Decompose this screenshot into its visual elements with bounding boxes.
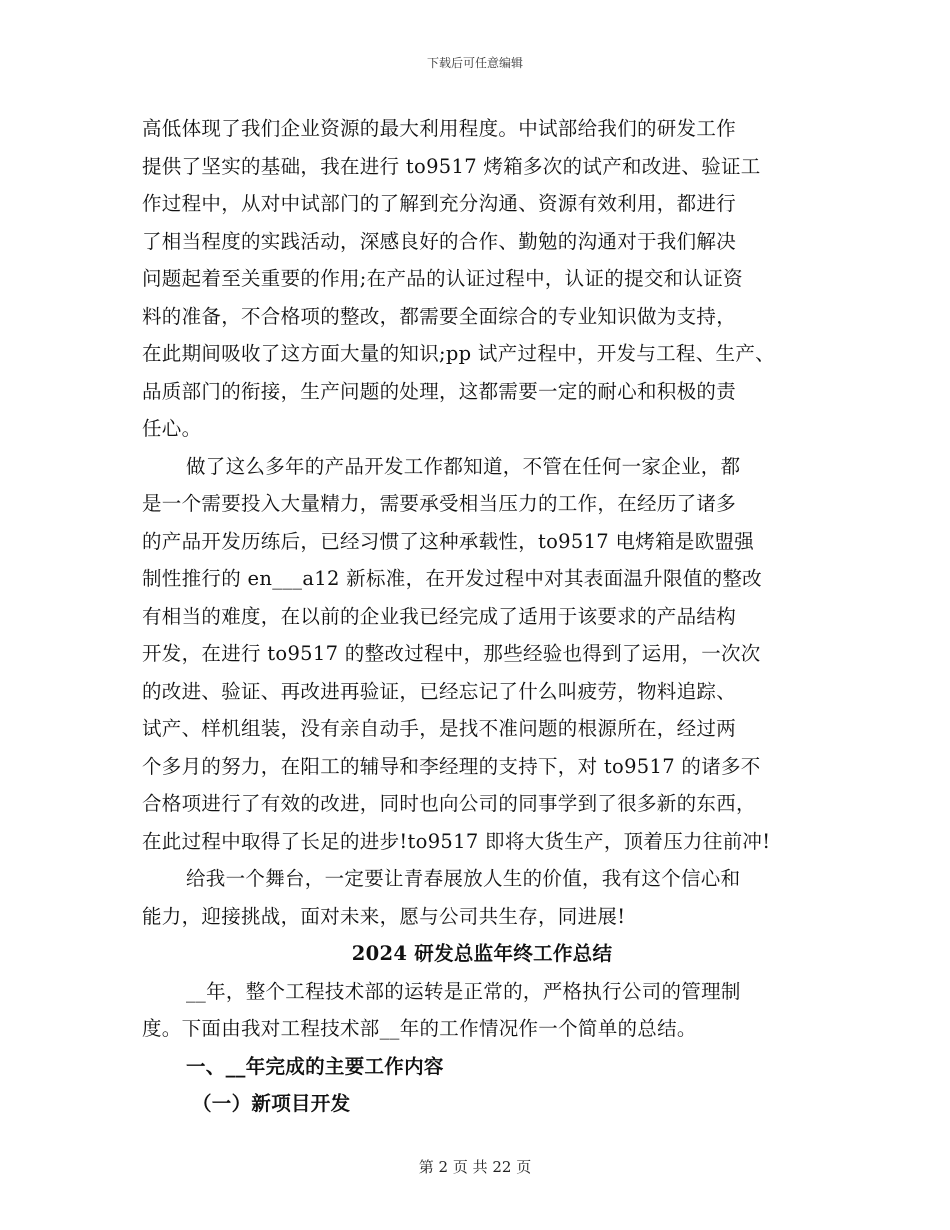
page-footer: 第 2 页 共 22 页: [418, 1158, 532, 1176]
body-line: 在此过程中取得了长足的进步!to9517 即将大货生产，顶着压力往前冲!: [142, 829, 771, 853]
body-line: 有相当的难度，在以前的企业我已经完成了适用于该要求的产品结构: [142, 604, 737, 628]
body-line: 在此期间吸收了这方面大量的知识;pp 试产过程中，开发与工程、生产、: [142, 342, 775, 365]
body-line: 试产、样机组装，没有亲自动手，是找不准问题的根源所在，经过两: [142, 717, 737, 740]
body-line: 度。下面由我对工程技术部__年的工作情况作一个简单的总结。: [142, 1017, 697, 1040]
section-heading: 一、__年完成的主要工作内容: [186, 1054, 444, 1078]
body-line: 能力，迎接挑战，面对未来，愿与公司共生存，同进展!: [142, 904, 626, 928]
body-line: 的改进、验证、再改进再验证，已经忘记了什么叫疲劳，物料追踪、: [142, 679, 737, 703]
body-line-indented: __年，整个工程技术部的运转是正常的，严格执行公司的管理制: [186, 979, 741, 1003]
body-line-indented: 给我一个舞台，一定要让青春展放人生的价值，我有这个信心和: [186, 867, 741, 890]
body-line: 开发，在进行 to9517 的整改过程中，那些经验也得到了运用，一次次: [142, 642, 761, 665]
body-line: 是一个需要投入大量精力，需要承受相当压力的工作，在经历了诸多: [142, 492, 737, 515]
body-line: 品质部门的衔接，生产问题的处理，这都需要一定的耐心和积极的责: [142, 379, 737, 403]
body-line-indented: 做了这么多年的产品开发工作都知道，不管在任何一家企业，都: [186, 454, 741, 478]
body-line: 个多月的努力，在阳工的辅导和李经理的支持下，对 to9517 的诸多不: [142, 754, 761, 778]
body-line: 制性推行的 en___a12 新标准，在开发过程中对其表面温升限值的整改: [142, 567, 762, 590]
body-line: 提供了坚实的基础，我在进行 to9517 烤箱多次的试产和改进、验证工: [142, 154, 761, 178]
body-line: 了相当程度的实践活动，深感良好的合作、勤勉的沟通对于我们解决: [142, 229, 737, 253]
body-line: 合格项进行了有效的改进，同时也向公司的同事学到了很多新的东西，: [142, 792, 756, 815]
body-line: 作过程中，从对中试部门的了解到充分沟通、资源有效利用，都进行: [142, 192, 737, 215]
body-line: 高低体现了我们企业资源的最大利用程度。中试部给我们的研发工作: [142, 117, 737, 140]
body-line: 的产品开发历练后，已经习惯了这种承载性，to9517 电烤箱是欧盟强: [142, 529, 755, 553]
document-title: 2024 研发总监年终工作总结: [351, 942, 613, 965]
document-body: [142, 110, 822, 1123]
body-line: 问题起着至关重要的作用;在产品的认证过程中，认证的提交和认证资: [142, 267, 743, 290]
body-line: 任心。: [142, 417, 202, 440]
body-line: 料的准备，不合格项的整改，都需要全面综合的专业知识做为支持，: [142, 304, 737, 328]
subsection-heading: （一）新项目开发: [192, 1092, 351, 1115]
page-header: 下载后可任意编辑: [426, 56, 523, 70]
